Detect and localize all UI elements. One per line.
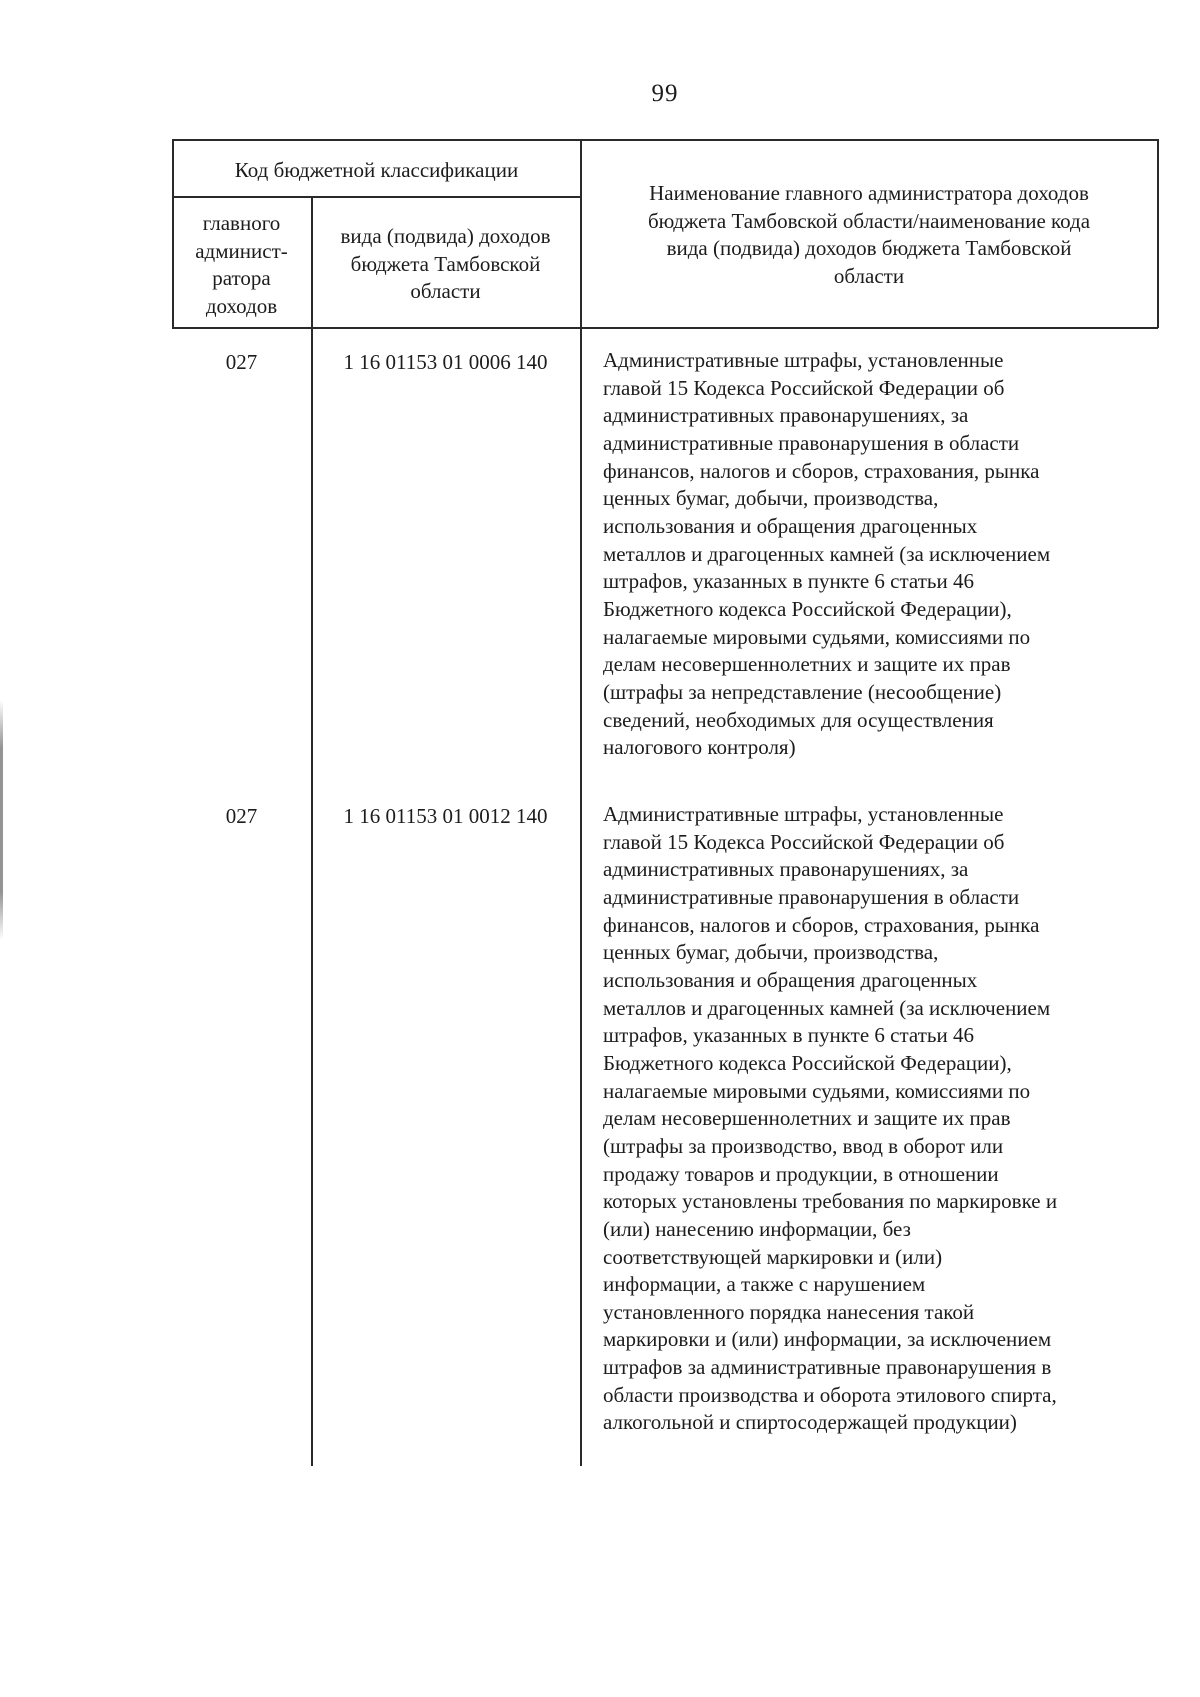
table-row-1-code: 1 16 01153 01 0006 140 <box>343 350 548 374</box>
table-row-2-description: Административные штрафы, установленные главой 15 Кодекса Российской Федерации об административных правонарушениях, за административные правонарушения в области финансов, налогов и сборов, страхования, рынка ценных бумаг, добычи, производства, использования и обращения драгоценных металлов и драгоценных камней (за исключением штрафов, указанных в пункте 6 статьи 46 Бюджетного кодекса Российской Федерации), налагаемые мировыми судьями, комиссиями по делам несовершеннолетних и защите их прав (штрафы за производство, ввод в оборот или продажу товаров и продукции, в отношении которых установлены требования по маркировке и (или) нанесению информации, без соответствующей маркировки и (или) информации, а также с нарушением установленного порядка нанесения такой маркировки и (или) информации, за исключением штрафов за административные правонарушения в области производства и оборота этилового спирта, алкогольной и спиртосодержащей продукции) <box>603 802 1058 1435</box>
table-row-2-code: 1 16 01153 01 0012 140 <box>343 804 548 828</box>
scan-edge-artifact <box>0 700 3 940</box>
header-col-admin: главного админист- ратора доходов <box>195 211 288 318</box>
table-row-1-description: Административные штрафы, установленные главой 15 Кодекса Российской Федерации об административных правонарушениях, за административные правонарушения в области финансов, налогов и сборов, страхования, рынка ценных бумаг, добычи, производства, использования и обращения драгоценных металлов и драгоценных камней (за исключением штрафов, указанных в пункте 6 статьи 46 Бюджетного кодекса Российской Федерации), налагаемые мировыми судьями, комиссиями по делам несовершеннолетних и защите их прав (штрафы за непредставление (несообщение) сведений, необходимых для осуществления налогового контроля) <box>603 348 1051 760</box>
table-top-border <box>172 139 1158 141</box>
header-col-code: вида (подвида) доходов бюджета Тамбовской области <box>340 224 551 304</box>
header-group-divider <box>172 196 580 198</box>
table-row-1-admin: 027 <box>225 350 258 374</box>
header-bottom-border <box>172 327 1158 329</box>
header-group-label: Код бюджетной классификации <box>234 158 519 182</box>
col-divider-code-name <box>580 139 582 1466</box>
table-row-2-admin: 027 <box>225 804 258 828</box>
col-divider-admin-code <box>311 196 313 1466</box>
header-col-name: Наименование главного администратора доходов бюджета Тамбовской области/наименование кода вида (подвида) доходов бюджета Тамбовской области <box>647 181 1091 288</box>
page-number: 99 <box>651 80 679 107</box>
